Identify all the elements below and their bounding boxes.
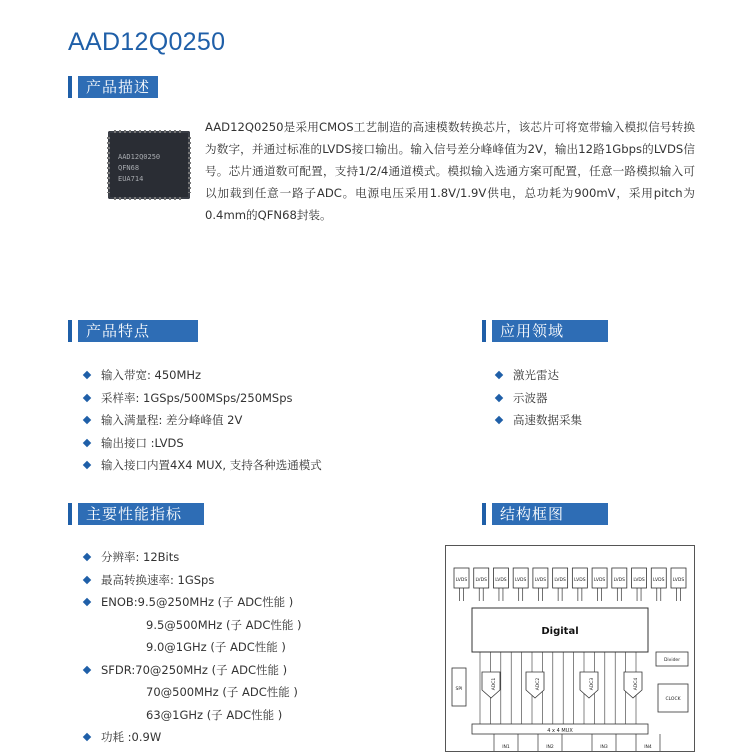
chip-marking-package: QFN68 (118, 164, 140, 172)
application-item (496, 409, 582, 432)
bullet-diamond-icon (83, 733, 91, 741)
chip-photo (108, 131, 190, 199)
features-list (84, 364, 322, 477)
spec-item (84, 659, 302, 682)
lvds-label: LVDS (495, 578, 507, 583)
application-item (496, 364, 582, 387)
clock-label: CLOCK (665, 697, 681, 702)
lvds-label: LVDS (672, 578, 685, 583)
bullet-diamond-icon (83, 575, 91, 583)
application-item-text: 示波器 (513, 390, 548, 405)
bullet-diamond-icon (83, 665, 91, 673)
spec-item (84, 569, 302, 592)
lvds-label: LVDS (574, 578, 586, 583)
section-marker (68, 76, 72, 98)
lvds-label: LVDS (633, 578, 645, 583)
specs-list (84, 546, 302, 749)
adc-label: ADC1 (492, 677, 497, 691)
feature-item-text: 输入带宽: 450MHz (101, 368, 202, 382)
bullet-diamond-icon (495, 393, 503, 401)
bullet-diamond-icon (495, 371, 503, 379)
section-specs-header (68, 503, 204, 525)
spec-item-text: 分辨率: 12Bits (101, 550, 180, 564)
adc-block (526, 672, 544, 698)
feature-item (84, 409, 322, 432)
lvds-label: LVDS (613, 578, 626, 583)
applications-list (496, 364, 582, 432)
input-label: IN1 (502, 745, 510, 750)
adc-block (580, 672, 598, 698)
input-label: IN2 (546, 745, 554, 750)
spec-item (84, 591, 302, 614)
section-marker (482, 503, 486, 525)
bullet-diamond-icon (83, 553, 91, 561)
lvds-label: LVDS (475, 578, 487, 583)
section-diagram-title: 结构框图 (492, 503, 608, 525)
adc-block (482, 672, 500, 698)
spec-item-text: SFDR:70@250MHz (子 ADC性能 ) (101, 662, 288, 677)
section-features-header (68, 320, 198, 342)
bullet-diamond-icon (83, 371, 91, 379)
feature-item-text: 输入接口内置4X4 MUX, 支持各种选通模式 (101, 458, 322, 472)
spec-item (84, 681, 302, 704)
adc-label: ADC2 (536, 677, 541, 691)
spec-item-text: ENOB:9.5@250MHz (子 ADC性能 ) (101, 595, 294, 609)
section-applications-title: 应用领域 (492, 320, 608, 342)
bullet-diamond-icon (83, 438, 91, 446)
feature-item-text: 输出接口 :LVDS (101, 435, 184, 450)
spec-item (84, 614, 302, 637)
section-marker (482, 320, 486, 342)
block-diagram (445, 545, 695, 752)
lvds-label: LVDS (593, 578, 606, 583)
adc-block (624, 672, 642, 698)
section-features-title: 产品特点 (78, 320, 198, 342)
spec-item (84, 726, 302, 749)
spec-item-text: 9.0@1GHz (子 ADC性能 ) (146, 640, 286, 654)
spec-item (84, 546, 302, 569)
spec-item-text: 63@1GHz (子 ADC性能 ) (146, 707, 283, 722)
section-diagram-header (482, 503, 608, 525)
spec-item-text: 70@500MHz (子 ADC性能 ) (146, 685, 298, 699)
application-item-text: 激光雷达 (513, 368, 559, 382)
lvds-label: LVDS (534, 578, 547, 583)
section-marker (68, 320, 72, 342)
bullet-diamond-icon (83, 393, 91, 401)
section-specs-title: 主要性能指标 (78, 503, 204, 525)
bullet-diamond-icon (83, 598, 91, 606)
lvds-label: LVDS (455, 578, 468, 583)
section-marker (68, 503, 72, 525)
product-description: AAD12Q0250是采用CMOS工艺制造的高速模数转换芯片，该芯片可将宽带输入模拟信号转换为数字，并通过标准的LVDS接口输出。输入信号差分峰峰值为2V，输出12路1Gbps的LVDS信号。芯片通道数可配置，支持1/2/4通道模式。模拟输入选通方案可配置，任意一路模拟输入可以加载到任意一路子ADC。电源电压采用1.8V/1.9V供电，总功耗为900mV，采用pitch为0.4mm的QFN68封装。 (205, 120, 695, 222)
lvds-label: LVDS (514, 578, 527, 583)
chip-marking-model: AAD12Q0250 (118, 153, 161, 161)
adc-label: ADC3 (590, 677, 595, 691)
feature-item (84, 454, 322, 477)
mux-label: 4 x 4 MUX (547, 728, 573, 734)
spec-item-text: 9.5@500MHz (子 ADC性能 ) (146, 617, 302, 632)
digital-label: Digital (541, 626, 579, 637)
bullet-diamond-icon (83, 416, 91, 424)
input-label: IN4 (644, 745, 652, 750)
lvds-label: LVDS (653, 578, 665, 583)
application-item-text: 高速数据采集 (513, 413, 582, 427)
section-description-title: 产品描述 (78, 76, 158, 98)
bullet-diamond-icon (495, 416, 503, 424)
adc-label: ADC4 (634, 677, 639, 691)
application-item (496, 387, 582, 410)
section-applications-header (482, 320, 608, 342)
lvds-label: LVDS (554, 578, 566, 583)
spec-item-text: 功耗 :0.9W (101, 730, 162, 744)
spec-item-text: 最高转换速率: 1GSps (101, 572, 215, 587)
feature-item (84, 432, 322, 455)
feature-item (84, 387, 322, 410)
feature-item (84, 364, 322, 387)
feature-item-text: 采样率: 1GSps/500MSps/250MSps (101, 390, 293, 405)
spec-item (84, 704, 302, 727)
divider-label: Divider (663, 658, 681, 663)
input-label: IN3 (600, 745, 608, 750)
spi-label: SPI (455, 687, 463, 692)
feature-item-text: 输入满量程: 差分峰峰值 2V (101, 413, 243, 427)
chip-marking-lot: EUA714 (118, 175, 144, 183)
section-description-header (68, 76, 158, 98)
spec-item (84, 636, 302, 659)
bullet-diamond-icon (83, 461, 91, 469)
product-title: AAD12Q0250 (68, 28, 226, 56)
